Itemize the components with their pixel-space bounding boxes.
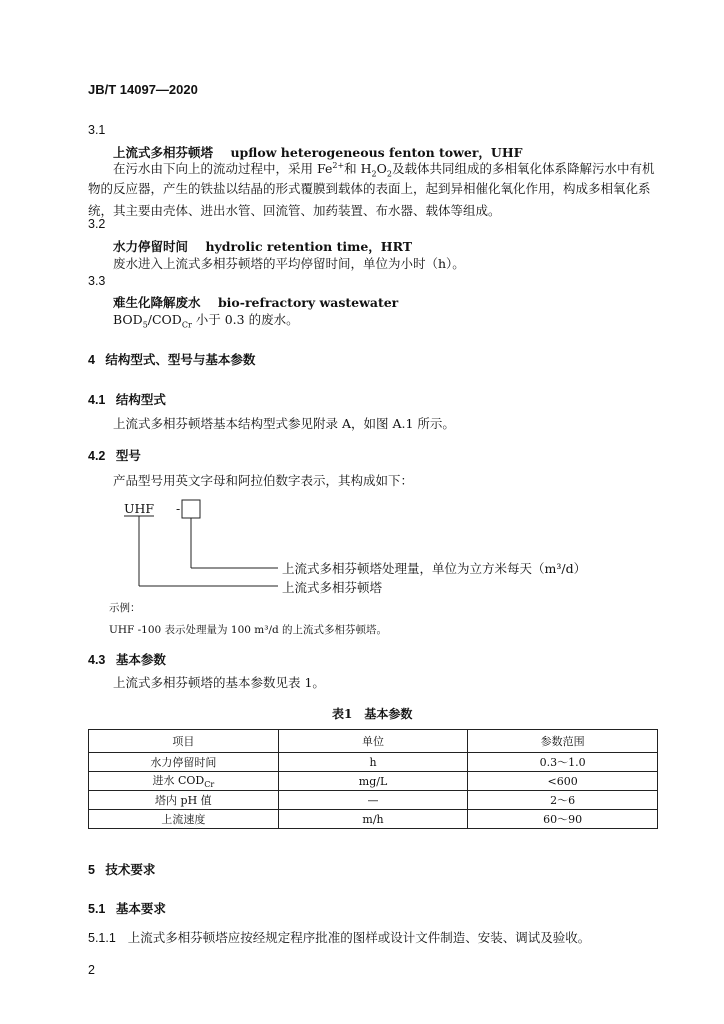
clause-text: 上流式多相芬顿塔应按经规定程序批准的图样或设计文件制造、安装、调试及验收。 bbox=[127, 930, 591, 945]
clause-line bbox=[88, 928, 590, 946]
definition-line: 物的反应器，产生的铁盐以结晶的形式覆膜到载体的表面上，起到异相催化氧化作用，构成多相氧化系 bbox=[88, 181, 651, 196]
table-cell: mg/L bbox=[278, 772, 468, 791]
table-row bbox=[89, 772, 658, 791]
model-code: UHF bbox=[124, 501, 155, 516]
table-cell bbox=[89, 772, 279, 791]
section-number: 4.2 bbox=[88, 449, 106, 463]
clause-number: 3.3 bbox=[88, 274, 106, 288]
term-english: upflow heterogeneous fenton tower，UHF bbox=[230, 145, 523, 160]
table-cell: m/h bbox=[278, 810, 468, 829]
table-row bbox=[89, 810, 658, 829]
column-header: 单位 bbox=[278, 730, 468, 753]
model-dash: - bbox=[176, 501, 181, 516]
definition-line bbox=[113, 308, 299, 337]
table-cell: <600 bbox=[468, 772, 658, 791]
term-chinese: 上流式多相芬顿塔 bbox=[113, 145, 214, 160]
section-number: 4 bbox=[88, 353, 95, 367]
subscript: 5 bbox=[142, 320, 148, 330]
section-number: 4.3 bbox=[88, 653, 106, 667]
table-cell: 上流速度 bbox=[89, 810, 279, 829]
page-number: 2 bbox=[88, 963, 95, 977]
text-run: 及载体共同组成的多相氧化体系降解污水中有机 bbox=[391, 161, 655, 177]
section-title: 型号 bbox=[115, 449, 141, 463]
text-run: 和 H bbox=[344, 161, 372, 177]
clause-number: 5.1.1 bbox=[88, 931, 116, 945]
section-heading bbox=[88, 899, 166, 917]
superscript: 2+ bbox=[332, 161, 345, 170]
standard-number: JB/T 14097—2020 bbox=[88, 82, 198, 97]
table-row bbox=[89, 791, 658, 810]
table-cell: 塔内 pH 值 bbox=[89, 791, 279, 810]
section-heading bbox=[88, 350, 255, 368]
section-title: 基本参数 bbox=[115, 653, 166, 667]
example-label: 示例： bbox=[109, 602, 141, 614]
parameters-table bbox=[88, 729, 658, 829]
subscript: 2 bbox=[371, 169, 377, 179]
paragraph: 上流式多相芬顿塔的基本参数见表 1。 bbox=[113, 675, 325, 690]
model-code-diagram bbox=[120, 496, 280, 596]
placeholder-box bbox=[182, 500, 200, 518]
subscript: 2 bbox=[386, 169, 392, 179]
table-cell: 0.3～1.0 bbox=[468, 753, 658, 772]
diagram-label: 上流式多相芬顿塔处理量，单位为立方米每天（m³/d） bbox=[282, 561, 587, 576]
table-cell: 水力停留时间 bbox=[89, 753, 279, 772]
section-title: 结构型式、型号与基本参数 bbox=[105, 353, 256, 367]
paragraph: 上流式多相芬顿塔基本结构型式参见附录 A，如图 A.1 所示。 bbox=[113, 416, 455, 431]
table-cell: 2～6 bbox=[468, 791, 658, 810]
text-run: 小于 0.3 的废水。 bbox=[191, 312, 299, 327]
table-cell: — bbox=[278, 791, 468, 810]
column-header: 参数范围 bbox=[468, 730, 658, 753]
example-text: UHF -100 表示处理量为 100 m³/d 的上流式多相芬顿塔。 bbox=[109, 624, 388, 636]
column-header: 项目 bbox=[89, 730, 279, 753]
clause-number: 3.2 bbox=[88, 217, 106, 231]
term-english: bio-refractory wastewater bbox=[217, 295, 399, 310]
diagram-label: 上流式多相芬顿塔 bbox=[282, 580, 383, 595]
term-chinese: 难生化降解废水 bbox=[113, 295, 201, 310]
text-run: 在污水由下向上的流动过程中，采用 Fe bbox=[113, 161, 333, 177]
table-header-row bbox=[89, 730, 658, 753]
section-heading bbox=[88, 390, 166, 408]
paragraph: 产品型号用英文字母和阿拉伯数字表示，其构成如下： bbox=[113, 473, 414, 488]
section-title: 技术要求 bbox=[105, 863, 156, 877]
definition-line: 废水进入上流式多相芬顿塔的平均停留时间，单位为小时（h）。 bbox=[113, 256, 465, 271]
section-number: 4.1 bbox=[88, 393, 106, 407]
term-english: hydrolic retention time，HRT bbox=[205, 239, 413, 254]
text-run: BOD bbox=[113, 312, 143, 327]
text-run: O bbox=[376, 161, 387, 177]
table-title: 表1 基本参数 bbox=[332, 707, 413, 721]
section-number: 5 bbox=[88, 863, 95, 877]
section-title: 结构型式 bbox=[115, 393, 166, 407]
table-cell: 60～90 bbox=[468, 810, 658, 829]
section-heading bbox=[88, 650, 166, 668]
section-heading bbox=[88, 446, 141, 464]
cell-text: 进水 COD bbox=[152, 774, 205, 788]
section-heading bbox=[88, 860, 155, 878]
clause-number: 3.1 bbox=[88, 123, 106, 137]
table-cell: h bbox=[278, 753, 468, 772]
term-chinese: 水力停留时间 bbox=[113, 239, 189, 254]
subscript: Cr bbox=[181, 320, 192, 330]
table-row bbox=[89, 753, 658, 772]
definition-line: 统，其主要由壳体、进出水管、回流管、加药装置、布水器、载体等组成。 bbox=[88, 203, 501, 218]
text-run: /COD bbox=[147, 312, 182, 327]
section-title: 基本要求 bbox=[115, 902, 166, 916]
subscript: Cr bbox=[204, 780, 215, 790]
section-number: 5.1 bbox=[88, 902, 106, 916]
